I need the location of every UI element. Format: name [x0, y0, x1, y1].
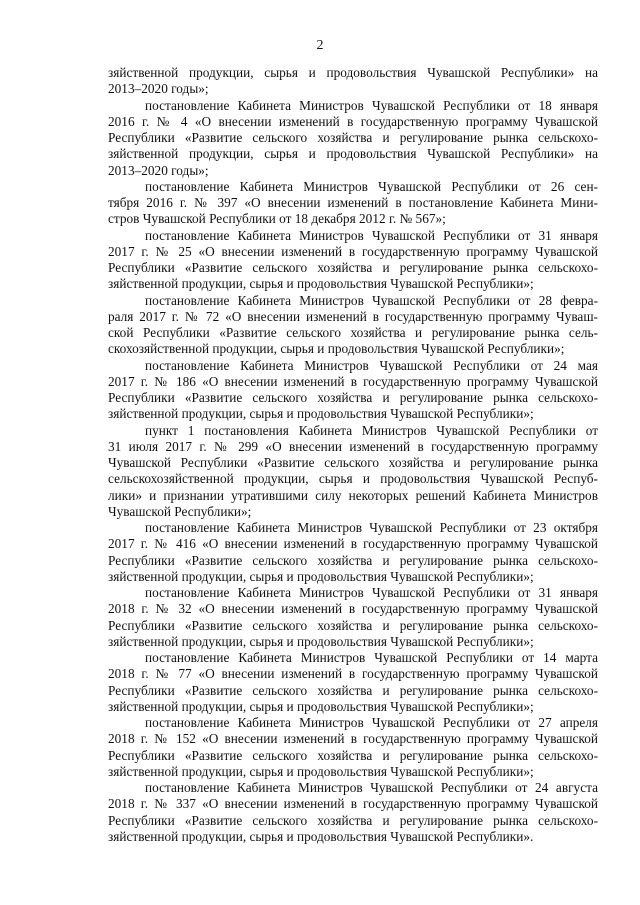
text-line: лики» и признании утратившими силу некоторых решений Кабинета Министров [108, 487, 598, 503]
text-line: 2017 г. № 186 «О внесении изменений в государственную программу Чувашской [108, 373, 598, 389]
text-line: сельскохозяйственной продукции, сырья и продовольствия Чувашской Респуб- [108, 471, 598, 487]
text-line: тября 2016 г. № 397 «О внесении изменений в постановление Кабинета Мини- [108, 195, 598, 210]
text-line: Чувашской Республики «Развитие сельского хозяйства и регулирование рынка [108, 455, 598, 470]
text-line: стров Чувашской Республики от 18 декабря 2012 г. № 567»; [108, 211, 446, 227]
paragraph [108, 98, 598, 179]
text-line: Республики «Развитие сельского хозяйства и регулирование рынка сельскохо- [108, 617, 598, 633]
text-line: постановление Кабинета Министров Чувашской Республики от 31 января [145, 227, 598, 243]
text-line: зяйственной продукции, сырья и продовольствия Чувашской Республики» на [108, 65, 598, 80]
text-line: Республики «Развитие сельского хозяйства и регулирование рынка сельскохо- [108, 260, 598, 275]
paragraph [108, 358, 598, 423]
text-line: Республики «Развитие сельского хозяйства и регулирование рынка сельскохо- [108, 682, 598, 698]
text-line: Республики «Развитие сельского хозяйства и регулирование рынка сельскохо- [108, 390, 598, 405]
text-line: постановление Кабинета Министров Чувашской Республики от 23 октября [145, 520, 598, 535]
text-line: 2018 г. № 32 «О внесении изменений в государственную программу Чувашской [108, 601, 598, 617]
text-line: 2017 г. № 416 «О внесении изменений в государственную программу Чувашской [108, 536, 598, 552]
text-line: Республики «Развитие сельского хозяйства и регулирование рынка сельскохо- [108, 747, 598, 763]
text-line: 2013–2020 годы»; [108, 162, 209, 178]
document-body [108, 65, 598, 845]
text-line: постановление Кабинета Министров Чувашской Республики от 14 марта [145, 650, 598, 665]
text-line: постановление Кабинета Министров Чувашской Республики от 31 января [145, 585, 598, 600]
paragraph [108, 780, 598, 845]
paragraph [108, 715, 598, 780]
text-line: скохозяйственной продукции, сырья и продовольствия Чувашской Республики»; [108, 341, 565, 357]
text-line: постановление Кабинета Министров Чувашской Республики от 24 августа [145, 780, 598, 795]
text-line: постановление Кабинета Министров Чувашской Республики от 28 февра- [145, 292, 598, 308]
text-line: зяйственной продукции, сырья и продовольствия Чувашской Республики». [108, 828, 534, 844]
text-line: пункт 1 постановления Кабинета Министров Чувашской Республики от [145, 422, 598, 438]
text-line: 2017 г. № 25 «О внесении изменений в государственную программу Чувашской [108, 243, 598, 259]
text-line: постановление Кабинета Министров Чувашской Республики от 27 апреля [145, 715, 598, 730]
text-line: 2018 г. № 77 «О внесении изменений в государственную программу Чувашской [108, 666, 598, 682]
text-line: 31 июля 2017 г. № 299 «О внесении изменений в государственную программу [108, 438, 598, 454]
text-line: зяйственной продукции, сырья и продовольствия Чувашской Республики»; [108, 568, 534, 584]
paragraph [108, 179, 598, 228]
text-line: 2018 г. № 152 «О внесении изменений в государственную программу Чувашской [108, 731, 598, 747]
text-line: постановление Кабинета Министров Чувашской Республики от 18 января [145, 97, 598, 113]
text-line: зяйственной продукции, сырья и продовольствия Чувашской Республики» на [108, 146, 598, 162]
text-line: раля 2017 г. № 72 «О внесении изменений в государственную программу Чуваш- [108, 308, 598, 324]
text-line: Чувашской Республики»; [108, 503, 252, 519]
paragraph [108, 423, 598, 521]
text-line: постановление Кабинета Министров Чувашской Республики от 24 мая [145, 357, 598, 373]
text-line: постановление Кабинета Министров Чувашской Республики от 26 сен- [145, 178, 598, 194]
text-line: 2018 г. № 337 «О внесении изменений в государственную программу Чувашской [108, 796, 598, 812]
text-line: Республики «Развитие сельского хозяйства и регулирование рынка сельскохо- [108, 130, 598, 145]
paragraph [108, 293, 598, 358]
text-line: 2016 г. № 4 «О внесении изменений в государственную программу Чувашской [108, 113, 598, 129]
text-line: зяйственной продукции, сырья и продовольствия Чувашской Республики»; [108, 276, 534, 292]
text-line: зяйственной продукции, сырья и продовольствия Чувашской Республики»; [108, 633, 534, 649]
text-line: зяйственной продукции, сырья и продовольствия Чувашской Республики»; [108, 698, 534, 714]
text-line: 2013–2020 годы»; [108, 81, 209, 97]
paragraph [108, 228, 598, 293]
paragraph [108, 650, 598, 715]
paragraph [108, 585, 598, 650]
text-line: Республики «Развитие сельского хозяйства и регулирование рынка сельскохо- [108, 812, 598, 828]
text-line: ской Республики «Развитие сельского хозяйства и регулирование рынка сель- [108, 325, 598, 340]
text-line: Республики «Развитие сельского хозяйства и регулирование рынка сельскохо- [108, 552, 598, 568]
text-line: зяйственной продукции, сырья и продовольствия Чувашской Республики»; [108, 763, 534, 779]
paragraph [108, 520, 598, 585]
paragraph [108, 65, 598, 98]
page-number: 2 [316, 38, 324, 53]
text-line: зяйственной продукции, сырья и продовольствия Чувашской Республики»; [108, 406, 534, 422]
